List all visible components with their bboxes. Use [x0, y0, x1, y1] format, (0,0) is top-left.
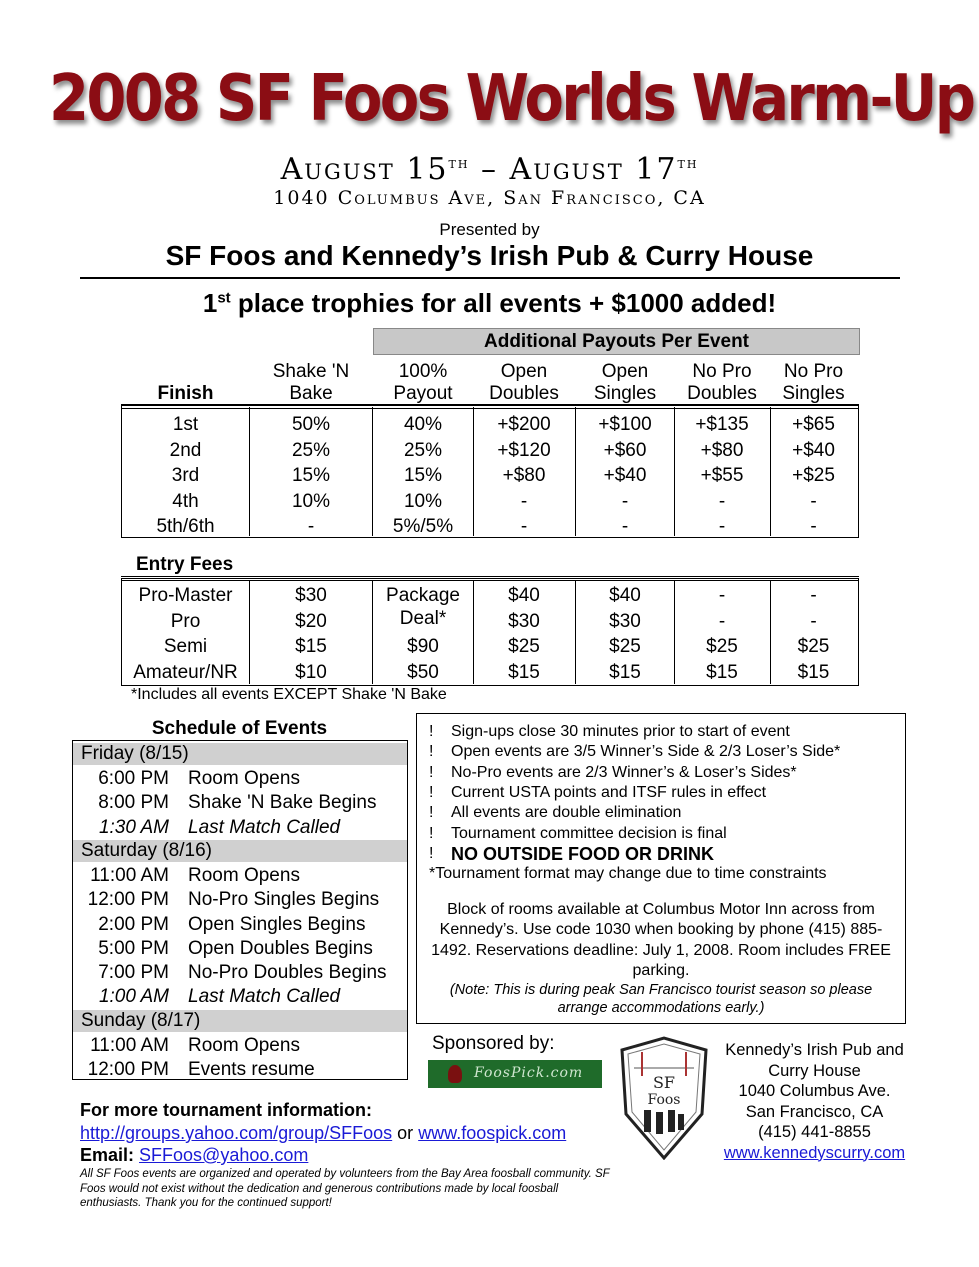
column-header: Bake: [289, 383, 333, 404]
skill-level: Pro-Master: [138, 585, 233, 606]
bullet-icon: !: [429, 783, 434, 801]
column-header: Doubles: [687, 383, 757, 404]
svg-text:Foos: Foos: [647, 1092, 681, 1108]
entry-fee-value: -: [718, 610, 726, 632]
payout-value: -: [718, 490, 726, 512]
finish-place: 5th/6th: [156, 516, 215, 538]
payout-value: 25%: [291, 439, 331, 461]
rule-item: NO OUTSIDE FOOD OR DRINK: [451, 843, 715, 864]
event-address: 1040 Columbus Ave, San Francisco, CA: [273, 187, 706, 209]
payout-value: +$55: [700, 465, 744, 487]
event-name: Shake 'N Bake Begins: [188, 792, 377, 814]
event-time: 7:00 PM: [98, 962, 169, 984]
kennedys-city: San Francisco, CA: [745, 1102, 884, 1121]
payout-value: -: [810, 516, 817, 538]
bullet-icon: !: [429, 763, 434, 781]
payout-value: 15%: [403, 465, 443, 487]
sf-foos-shield-logo: [612, 1036, 716, 1160]
skill-level: Semi: [163, 636, 208, 657]
entry-fee-value: $25: [508, 636, 540, 657]
package-footnote: *Includes all events EXCEPT Shake 'N Bake: [131, 686, 447, 703]
rule-item: Sign-ups close 30 minutes prior to start of event: [451, 723, 790, 740]
payout-value: +$40: [603, 465, 647, 487]
event-time: 11:00 AM: [90, 1034, 169, 1056]
entry-fee-value: $30: [508, 610, 540, 632]
schedule-day-header: [73, 840, 407, 862]
schedule-box: [72, 740, 408, 1080]
column-header: Open: [500, 361, 548, 382]
column-header: Payout: [393, 383, 453, 404]
event-time: 1:30 AM: [98, 816, 169, 838]
payout-value: +$40: [792, 439, 835, 461]
payout-value: +$60: [603, 439, 647, 461]
entry-fee-value: $30: [295, 585, 327, 606]
column-header: Open: [601, 361, 649, 382]
entry-fee-value: $15: [508, 661, 540, 683]
finish-place: 4th: [172, 490, 199, 512]
trophies-headline: 1st place trophies for all events + $1000 added!: [202, 288, 777, 318]
column-header: Doubles: [489, 383, 559, 404]
event-time: 1:00 AM: [98, 986, 169, 1008]
entry-fee-value: -: [810, 610, 817, 632]
entry-fee-value: $40: [609, 585, 641, 606]
schedule-title: Schedule of Events: [151, 718, 328, 739]
payout-value: 50%: [291, 414, 331, 435]
column-header: Singles: [593, 383, 657, 404]
kennedys-name-b: Curry House: [768, 1061, 861, 1080]
hotel-note: (Note: This is during peak San Francisco tourist season so please arrange accommodations early.): [449, 982, 873, 1016]
event-name: No-Pro Doubles Begins: [188, 962, 387, 984]
package-deal-label: Deal*: [399, 608, 447, 629]
bullet-icon: !: [429, 824, 434, 842]
schedule-day-header: [73, 743, 407, 765]
event-name: Last Match Called: [188, 816, 341, 838]
rule-item: No-Pro events are 2/3 Winner’s & Loser’s Sides*: [451, 763, 797, 781]
event-time: 5:00 PM: [98, 937, 169, 959]
page-title: 2008 SF Foos Worlds Warm-Up: [48, 62, 974, 136]
bullet-icon: !: [429, 804, 434, 822]
payout-value: 40%: [403, 414, 443, 435]
entry-fee-value: $20: [295, 610, 327, 632]
kennedys-street: 1040 Columbus Ave.: [738, 1082, 891, 1100]
payout-value: -: [307, 516, 315, 538]
event-time: 6:00 PM: [98, 768, 169, 789]
payout-value: 10%: [403, 490, 443, 512]
event-time: 12:00 PM: [87, 889, 169, 911]
skill-level: Pro: [170, 610, 201, 632]
svg-text:SF: SF: [652, 1073, 676, 1092]
rule-item: Open events are 3/5 Winner’s Side & 2/3 Loser’s Side*: [451, 743, 841, 761]
bullet-icon: !: [429, 723, 434, 740]
bullet-icon: !: [429, 844, 434, 862]
payout-value: -: [810, 490, 817, 512]
event-time: 2:00 PM: [98, 913, 169, 935]
hotel-info: Block of rooms available at Columbus Motor Inn across from Kennedy’s. Use code 1030 when booking by phone (415) 885-1492. Reservations deadline: July 1, 2008. Room includes FREE parking.: [431, 901, 891, 979]
payout-value: +$80: [502, 465, 546, 487]
day-label: Sunday (8/17): [81, 1009, 201, 1031]
column-header: Singles: [782, 383, 845, 404]
finish-place: 3rd: [171, 465, 200, 487]
foospick-link[interactable]: www.foospick.com: [418, 1123, 567, 1143]
entry-fee-value: $30: [609, 610, 641, 632]
event-time: 12:00 PM: [87, 1059, 169, 1080]
event-name: No-Pro Singles Begins: [188, 889, 380, 911]
event-name: Events resume: [188, 1059, 315, 1080]
entry-top-rule: [121, 576, 859, 581]
yahoo-group-link[interactable]: http://groups.yahoo.com/group/SFFoos: [80, 1123, 393, 1143]
column-header: Shake 'N: [272, 361, 350, 382]
day-label: Saturday (8/16): [81, 839, 212, 861]
payout-value: -: [718, 516, 726, 538]
payout-value: +$135: [695, 414, 749, 435]
entry-fee-value: $15: [609, 661, 641, 683]
rule-item: Current USTA points and ITSF rules in effect: [451, 783, 767, 801]
kennedys-name-a: Kennedy’s Irish Pub and: [725, 1041, 904, 1059]
info-links: http://groups.yahoo.com/group/SFFoos or www.foospick.com: [80, 1123, 567, 1143]
rule-item: Tournament committee decision is final: [451, 824, 727, 842]
entry-fee-value: $90: [407, 636, 439, 657]
payout-value: -: [520, 490, 528, 512]
entry-fee-value: $25: [797, 636, 830, 657]
format-note: *Tournament format may change due to time constraints: [429, 865, 827, 882]
payout-value: -: [520, 516, 528, 538]
event-name: Room Opens: [188, 864, 300, 886]
entry-fee-value: $15: [706, 661, 738, 683]
schedule-day-header: [73, 1010, 407, 1032]
payout-value: 15%: [291, 465, 331, 487]
entry-fee-value: $40: [508, 585, 540, 606]
payout-value: +$120: [497, 439, 551, 461]
payout-value: +$80: [700, 439, 744, 461]
email-line: Email: SFFoos@yahoo.com: [80, 1145, 309, 1165]
entry-fee-value: -: [810, 585, 817, 606]
payout-top-rule: [121, 404, 859, 409]
presented-by: Presented by: [439, 220, 540, 239]
column-header: No Pro: [692, 361, 752, 382]
kennedys-website-link[interactable]: www.kennedyscurry.com: [723, 1143, 906, 1162]
sponsored-by-label: Sponsored by:: [432, 1033, 555, 1054]
divider: [80, 277, 900, 279]
rule-item: All events are double elimination: [451, 804, 682, 822]
finish-header: Finish: [157, 383, 214, 404]
foospick-logo[interactable]: FoosPick.com: [428, 1060, 602, 1088]
entry-fee-value: $25: [706, 636, 738, 657]
bullet-icon: !: [429, 743, 434, 761]
additional-payouts-header: Additional Payouts Per Event: [373, 328, 860, 355]
entry-fee-value: $10: [295, 661, 327, 683]
email-link[interactable]: SFFoos@yahoo.com: [139, 1145, 309, 1165]
event-time: 8:00 PM: [98, 792, 169, 814]
event-name: Last Match Called: [188, 986, 341, 1008]
entry-fees-label: Entry Fees: [136, 554, 234, 575]
payout-value: 5%/5%: [392, 516, 454, 538]
foosball-player-icon: [448, 1065, 462, 1083]
payout-value: -: [621, 516, 629, 538]
day-label: Friday (8/15): [81, 743, 189, 764]
column-header: No Pro: [783, 361, 844, 382]
event-name: Room Opens: [188, 1034, 300, 1056]
payout-value: 25%: [403, 439, 443, 461]
payout-value: +$100: [598, 414, 652, 435]
entry-fee-value: -: [718, 585, 726, 606]
payout-value: +$65: [792, 414, 835, 435]
event-name: Open Singles Begins: [188, 913, 366, 935]
payout-value: +$200: [497, 414, 551, 435]
payout-value: -: [621, 490, 629, 512]
event-dates: August 15th – August 17th: [280, 152, 699, 187]
entry-fee-value: $15: [295, 636, 327, 657]
kennedys-phone: (415) 441-8855: [758, 1123, 871, 1141]
event-name: Open Doubles Begins: [188, 937, 373, 959]
kennedys-contact: [712, 1040, 917, 1163]
column-header: 100%: [398, 361, 448, 382]
package-deal-label: Package: [386, 585, 460, 606]
event-name: Room Opens: [188, 768, 300, 789]
event-time: 11:00 AM: [90, 864, 169, 886]
payout-value: +$25: [792, 465, 835, 487]
entry-fee-value: $25: [609, 636, 641, 657]
entry-fee-value: $50: [407, 661, 439, 683]
volunteer-note: All SF Foos events are organized and operated by volunteers from the Bay Area foosball community. SF Foos would not exist without the dedication and generous contributions made by local foosball enthusiasts. Thank you for the continued support!: [80, 1168, 610, 1209]
presenter-name: SF Foos and Kennedy’s Irish Pub & Curry House: [165, 240, 814, 271]
rules-info-box: [416, 713, 906, 1024]
skill-level: Amateur/NR: [133, 661, 238, 683]
payout-value: 10%: [291, 490, 331, 512]
entry-fee-value: $15: [797, 661, 830, 683]
more-info-heading: For more tournament information:: [80, 1100, 372, 1120]
finish-place: 1st: [172, 414, 199, 435]
finish-place: 2nd: [169, 439, 202, 461]
